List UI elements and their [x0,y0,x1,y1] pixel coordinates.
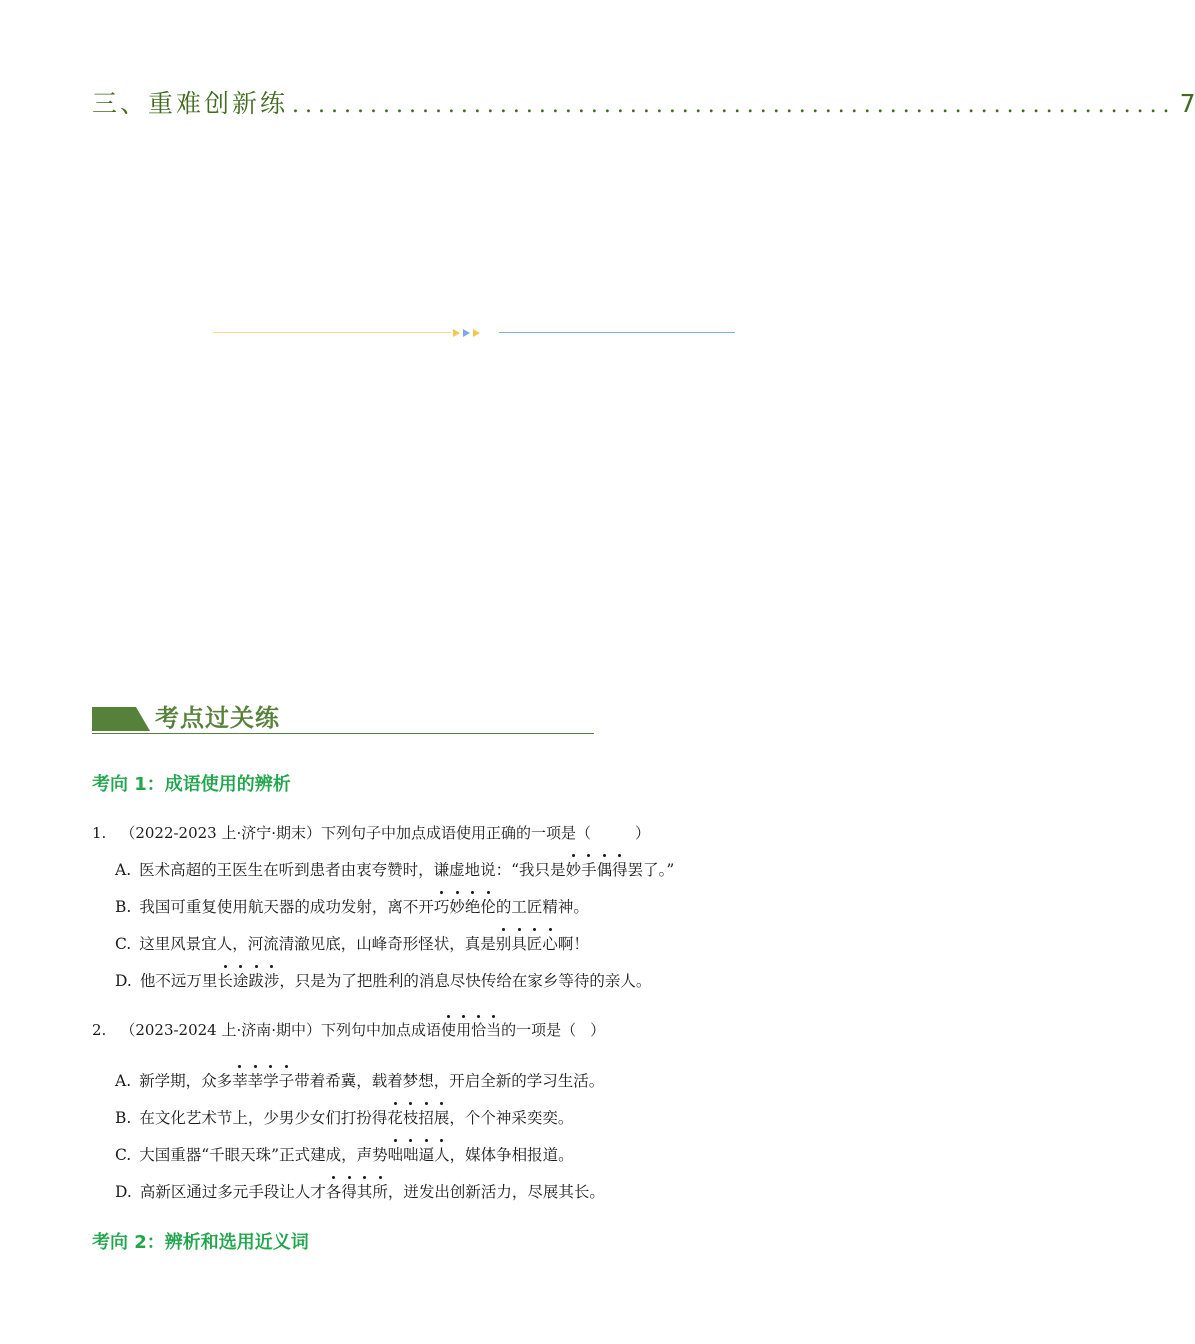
section-title: 考点过关练 [155,704,280,732]
option-text: ，迸发出创新活力，尽展其长。 [387,1183,605,1201]
dotted-char: 花 [387,1106,403,1128]
option-2c[interactable] [115,1143,574,1165]
question-text-end: ） [635,824,651,842]
option-text: 的工匠精神。 [495,898,589,916]
question-number: 1. [92,824,107,842]
dotted-char: 逼 [419,1143,435,1165]
section-tab-icon [92,707,152,731]
option-letter: D. [115,972,132,990]
triple-arrow-icon [453,326,497,340]
question-text: （2023-2024 上·济南·期中）下列句中加点成语 [120,1021,442,1039]
option-letter: C. [115,1146,132,1164]
toc-title: 三、重难创新练 [92,89,289,118]
dotted-char: 枝 [403,1106,419,1128]
dotted-char: 途 [233,969,249,991]
option-letter: B. [115,1109,132,1127]
option-text: 罢了。” [627,861,675,879]
dotted-char: 得 [612,858,628,880]
topic-heading-1: 考向 1：成语使用的辨析 [92,774,291,795]
dotted-char: 匠 [527,932,543,954]
dotted-char: 学 [263,1069,279,1091]
option-text: 我国可重复使用航天器的成功发射，离不开 [139,898,434,916]
dotted-char: 用 [456,1021,472,1039]
dotted-char: 偶 [597,858,613,880]
option-1b[interactable] [115,895,589,917]
dotted-char: 心 [542,932,558,954]
dotted-char: 别 [496,932,512,954]
option-letter: A. [115,861,132,879]
option-text: 在文化艺术节上，少男少女们打扮得 [139,1109,388,1127]
dotted-char: 展 [434,1106,450,1128]
dotted-char: 所 [372,1180,388,1202]
question-text: （2022-2023 上·济宁·期末）下列句子中加点成语使用正确的一项是（ [120,824,592,842]
option-letter: C. [115,935,132,953]
section-header [92,698,594,736]
option-1a[interactable] [115,858,674,880]
option-text: 大国重器“千眼天珠”正式建成，声势 [139,1146,388,1164]
toc-leader-dots: .................................................................... [292,93,1176,118]
option-text: 带着希冀，载着梦想，开启全新的学习生活。 [294,1072,605,1090]
dotted-char: 人 [434,1143,450,1165]
dotted-char: 使 [441,1021,457,1039]
option-2a[interactable] [115,1069,604,1091]
option-text: 医术高超的王医生在听到患者由衷夸赞时，谦虚地说：“我只是 [139,861,566,879]
dotted-char: 当 [486,1021,502,1039]
option-text: ，媒体争相报道。 [449,1146,574,1164]
option-text: ，只是为了把胜利的消息尽快传给在家乡等待的亲人。 [279,972,652,990]
decorative-divider [213,326,735,340]
divider-right-line [499,332,735,333]
option-text: 啊！ [557,935,589,953]
option-text: ，个个神采奕奕。 [449,1109,574,1127]
dotted-char: 莘 [232,1069,248,1091]
option-letter: B. [115,898,132,916]
dotted-char: 伦 [480,895,496,917]
option-2b[interactable] [115,1106,573,1128]
dotted-char: 手 [581,858,597,880]
divider-left-line [213,332,451,333]
dotted-char: 咄 [403,1143,419,1165]
dotted-char: 妙 [449,895,465,917]
dotted-char: 恰 [471,1021,487,1039]
dotted-char: 长 [217,969,233,991]
option-text: 他不远万里 [139,972,218,990]
question-number: 2. [92,1021,107,1039]
option-letter: A. [115,1072,132,1090]
dotted-char: 具 [511,932,527,954]
question-text: 的一项是（ [501,1021,577,1039]
question-2-stem [92,1019,605,1040]
topic-heading-2: 考向 2：辨析和选用近义词 [92,1232,309,1253]
question-text-end: ） [590,1021,606,1039]
dotted-char: 巧 [434,895,450,917]
dotted-char: 涉 [264,969,280,991]
question-1-stem [92,822,650,843]
dotted-char: 莘 [248,1069,264,1091]
option-letter: D. [115,1183,132,1201]
dotted-char: 招 [418,1106,434,1128]
dotted-char: 妙 [566,858,582,880]
toc-page-number: 7 [1179,89,1195,118]
toc-entry[interactable] [92,84,1195,120]
dotted-char: 绝 [465,895,481,917]
dotted-char: 得 [341,1180,357,1202]
section-underline [92,733,594,734]
dotted-char: 子 [279,1069,295,1091]
option-text: 高新区通过多元手段让人才 [139,1183,326,1201]
dotted-char: 咄 [388,1143,404,1165]
option-text: 新学期，众多 [139,1072,233,1090]
dotted-char: 跋 [248,969,264,991]
option-1c[interactable] [115,932,589,954]
dotted-char: 其 [357,1180,373,1202]
dotted-char: 各 [326,1180,342,1202]
option-1d[interactable] [115,969,651,991]
option-2d[interactable] [115,1180,605,1202]
option-text: 这里风景宜人，河流清澈见底，山峰奇形怪状，真是 [139,935,496,953]
